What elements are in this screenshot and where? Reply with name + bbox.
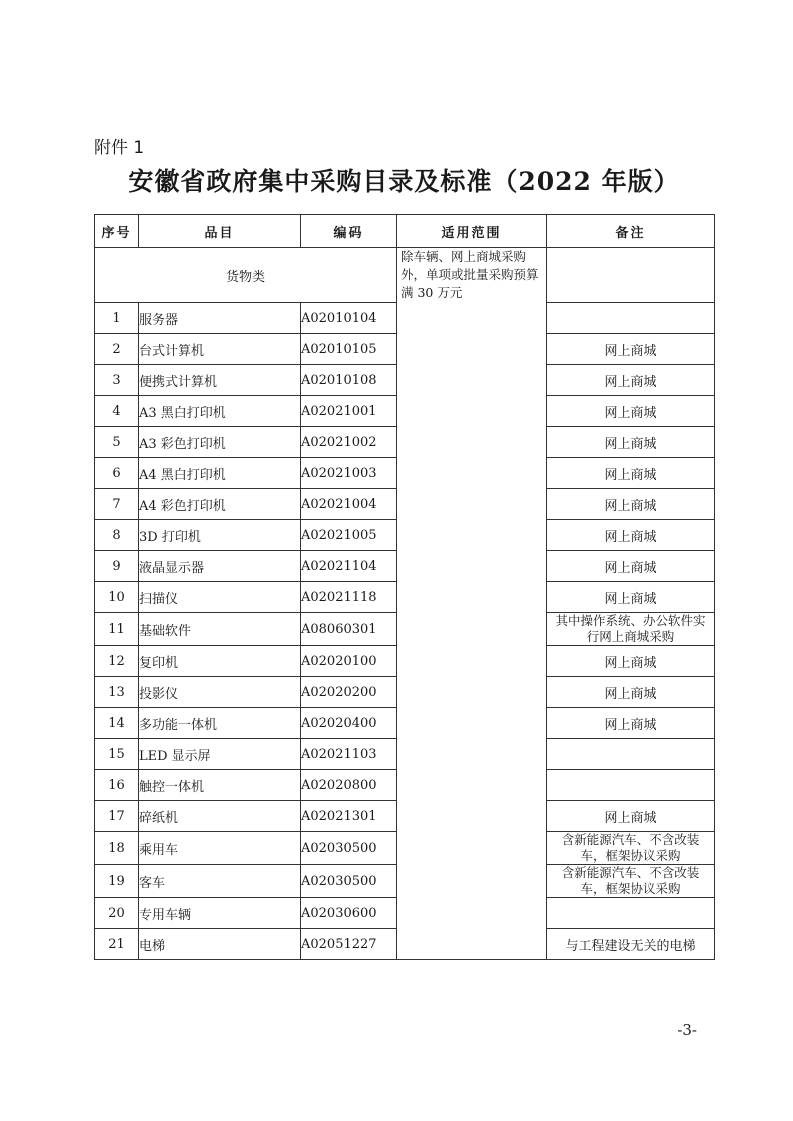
row-item: A3 黑白打印机 xyxy=(139,396,301,427)
row-number: 11 xyxy=(95,613,139,646)
row-item: LED 显示屏 xyxy=(139,739,301,770)
table-header-row xyxy=(95,215,715,248)
row-item: 台式计算机 xyxy=(139,334,301,365)
row-item: 基础软件 xyxy=(139,613,301,646)
column-header-item: 品目 xyxy=(139,215,301,248)
row-note: 网上商城 xyxy=(547,334,715,365)
row-note xyxy=(547,770,715,801)
row-item: A3 彩色打印机 xyxy=(139,427,301,458)
category-row xyxy=(95,248,715,303)
row-item: 电梯 xyxy=(139,929,301,960)
row-item: 服务器 xyxy=(139,303,301,334)
row-code: A08060301 xyxy=(301,613,397,646)
row-code: A02021104 xyxy=(301,551,397,582)
row-code: A02010108 xyxy=(301,365,397,396)
row-code: A02020100 xyxy=(301,646,397,677)
row-number: 15 xyxy=(95,739,139,770)
row-note: 网上商城 xyxy=(547,458,715,489)
row-code: A02021002 xyxy=(301,427,397,458)
row-note xyxy=(547,898,715,929)
row-note: 网上商城 xyxy=(547,551,715,582)
row-note: 网上商城 xyxy=(547,520,715,551)
row-code: A02021103 xyxy=(301,739,397,770)
row-number: 1 xyxy=(95,303,139,334)
row-note: 其中操作系统、办公软件实行网上商城采购 xyxy=(547,613,715,646)
category-note xyxy=(547,248,715,303)
column-header-no: 序号 xyxy=(95,215,139,248)
column-header-note: 备注 xyxy=(547,215,715,248)
row-code: A02021004 xyxy=(301,489,397,520)
row-item: 液晶显示器 xyxy=(139,551,301,582)
row-item: 3D 打印机 xyxy=(139,520,301,551)
row-code: A02030600 xyxy=(301,898,397,929)
row-item: 复印机 xyxy=(139,646,301,677)
row-code: A02021003 xyxy=(301,458,397,489)
row-code: A02030500 xyxy=(301,832,397,865)
row-item: 多功能一体机 xyxy=(139,708,301,739)
row-number: 6 xyxy=(95,458,139,489)
page-number: -3- xyxy=(677,1021,697,1039)
row-number: 19 xyxy=(95,865,139,898)
row-code: A02021005 xyxy=(301,520,397,551)
row-note: 网上商城 xyxy=(547,582,715,613)
row-code: A02020200 xyxy=(301,677,397,708)
row-note: 网上商城 xyxy=(547,677,715,708)
document-title: 安徽省政府集中采购目录及标准（2022 年版） xyxy=(128,167,680,196)
catalog-table xyxy=(94,214,715,960)
row-code: A02021301 xyxy=(301,801,397,832)
row-note: 含新能源汽车、不含改装车，框架协议采购 xyxy=(547,865,715,898)
category-label: 货物类 xyxy=(95,248,397,303)
row-number: 13 xyxy=(95,677,139,708)
row-code: A02021118 xyxy=(301,582,397,613)
row-number: 12 xyxy=(95,646,139,677)
category-scope: 除车辆、网上商城采购外，单项或批量采购预算满 30 万元 xyxy=(401,249,539,300)
row-number: 21 xyxy=(95,929,139,960)
row-number: 10 xyxy=(95,582,139,613)
row-item: 碎纸机 xyxy=(139,801,301,832)
row-note: 含新能源汽车、不含改装车，框架协议采购 xyxy=(547,832,715,865)
row-item: 扫描仪 xyxy=(139,582,301,613)
row-note xyxy=(547,303,715,334)
row-item: 客车 xyxy=(139,865,301,898)
row-note xyxy=(547,739,715,770)
row-note: 网上商城 xyxy=(547,365,715,396)
row-number: 16 xyxy=(95,770,139,801)
row-number: 9 xyxy=(95,551,139,582)
column-header-code: 编码 xyxy=(301,215,397,248)
row-item: 投影仪 xyxy=(139,677,301,708)
row-note: 网上商城 xyxy=(547,396,715,427)
row-code: A02010105 xyxy=(301,334,397,365)
row-number: 5 xyxy=(95,427,139,458)
row-number: 18 xyxy=(95,832,139,865)
table-body xyxy=(95,248,715,960)
row-number: 8 xyxy=(95,520,139,551)
row-number: 7 xyxy=(95,489,139,520)
scope-cell xyxy=(397,248,547,960)
column-header-scope: 适用范围 xyxy=(397,215,547,248)
row-number: 2 xyxy=(95,334,139,365)
row-code: A02020800 xyxy=(301,770,397,801)
row-number: 3 xyxy=(95,365,139,396)
row-code: A02051227 xyxy=(301,929,397,960)
row-item: A4 彩色打印机 xyxy=(139,489,301,520)
row-number: 17 xyxy=(95,801,139,832)
row-note: 与工程建设无关的电梯 xyxy=(547,929,715,960)
row-item: 乘用车 xyxy=(139,832,301,865)
row-number: 14 xyxy=(95,708,139,739)
row-note: 网上商城 xyxy=(547,427,715,458)
row-note: 网上商城 xyxy=(547,489,715,520)
row-number: 20 xyxy=(95,898,139,929)
attachment-label: 附件 1 xyxy=(94,138,145,158)
row-item: A4 黑白打印机 xyxy=(139,458,301,489)
row-note: 网上商城 xyxy=(547,708,715,739)
row-code: A02021001 xyxy=(301,396,397,427)
row-item: 便携式计算机 xyxy=(139,365,301,396)
row-number: 4 xyxy=(95,396,139,427)
row-item: 专用车辆 xyxy=(139,898,301,929)
row-code: A02010104 xyxy=(301,303,397,334)
row-item: 触控一体机 xyxy=(139,770,301,801)
row-code: A02020400 xyxy=(301,708,397,739)
row-note: 网上商城 xyxy=(547,646,715,677)
row-note: 网上商城 xyxy=(547,801,715,832)
row-code: A02030500 xyxy=(301,865,397,898)
